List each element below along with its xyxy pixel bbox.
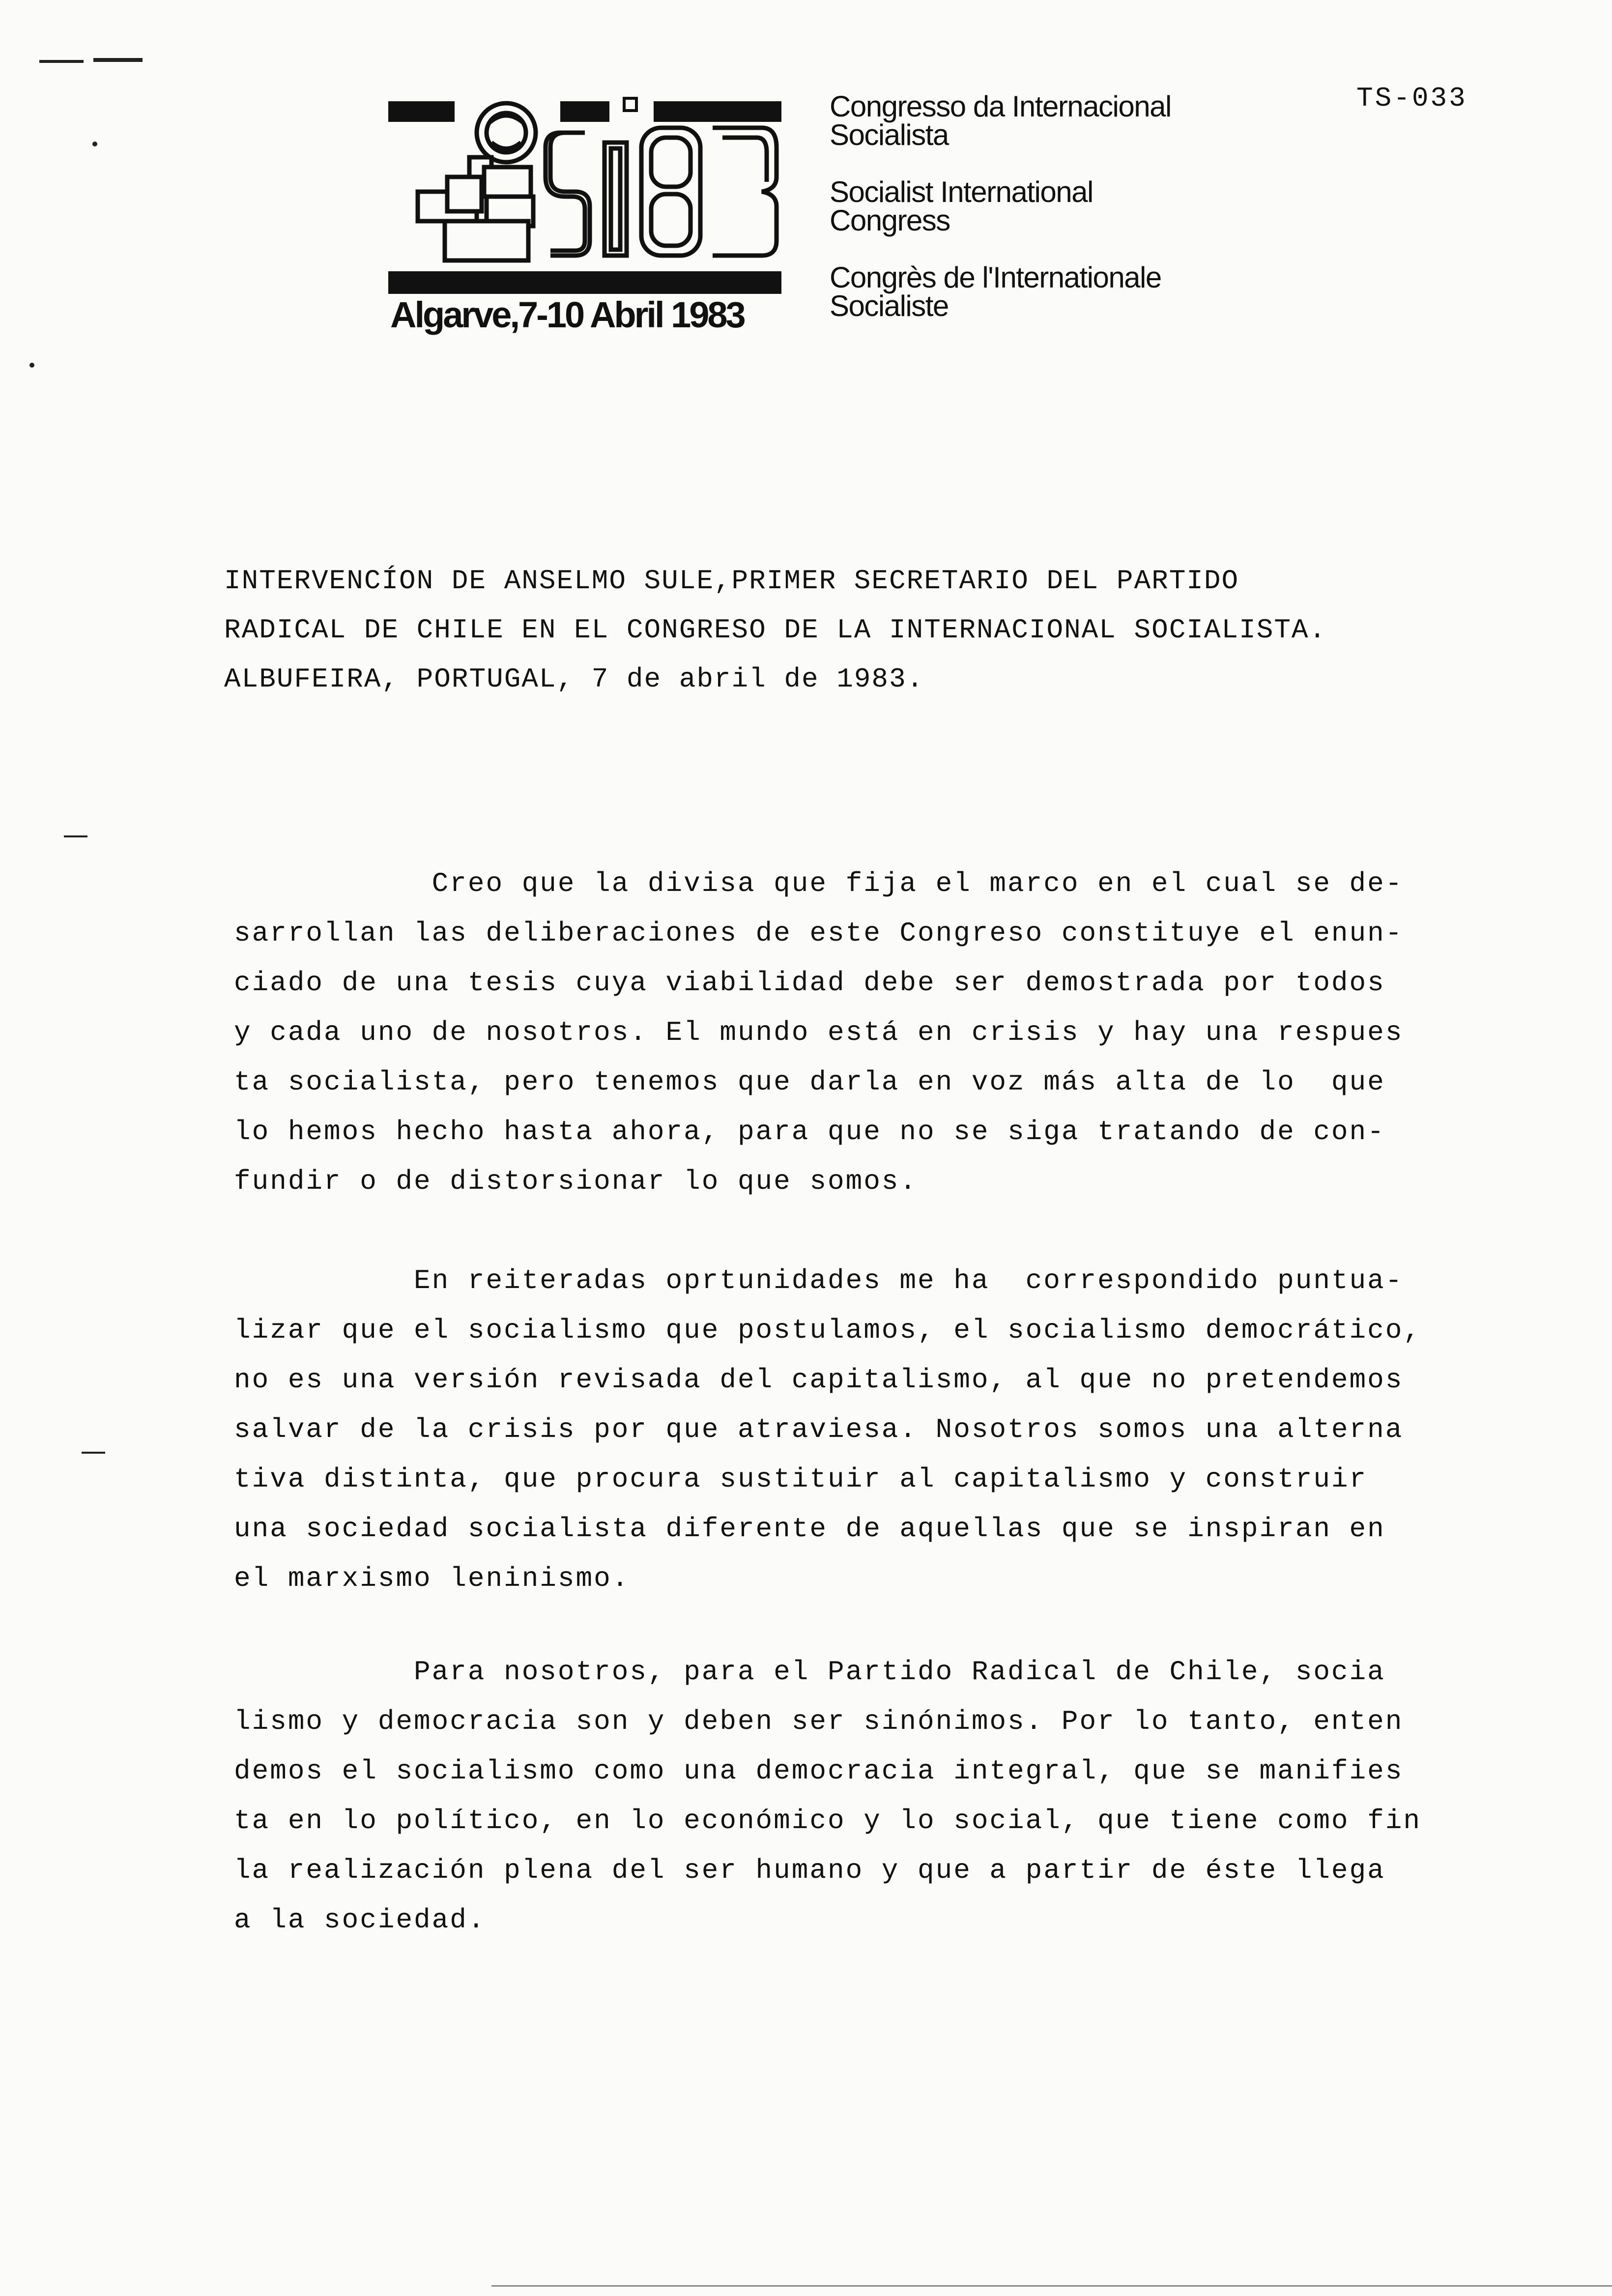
- text-line: lismo y democracia son y deben ser sinónimos. Por lo tanto, enten: [234, 1706, 1404, 1737]
- text-line: Creo que la divisa que fija el marco en el cual se de-: [234, 868, 1404, 899]
- text-line: salvar de la crisis por que atraviesa. Nosotros somos una alterna: [234, 1414, 1404, 1445]
- text-line: ciado de una tesis cuya viabilidad debe ser demostrada por todos: [234, 967, 1385, 999]
- text-line: tiva distinta, que procura sustituir al capitalismo y construir: [234, 1464, 1368, 1495]
- text-line: y cada uno de nosotros. El mundo está en crisis y hay una respues: [234, 1017, 1404, 1048]
- reference-code: TS-033: [1356, 83, 1468, 114]
- text-line: no es una versión revisada del capitalismo, al que no pretendemos: [234, 1364, 1404, 1396]
- text-line: ta en lo político, en lo económico y lo social, que tiene como fin: [234, 1805, 1421, 1837]
- text-line: demos el socialismo como una democracia integral, que se manifies: [234, 1755, 1404, 1787]
- title-portuguese: Congresso da Internacional Socialista: [830, 90, 1171, 151]
- text-line: el marxismo leninismo.: [234, 1563, 630, 1594]
- text-line: En reiteradas oprtunidades me ha correspondido puntua-: [234, 1265, 1404, 1296]
- congress-date: Algarve,7-10 Abril 1983: [390, 294, 744, 335]
- si83-logo-icon: [388, 93, 781, 295]
- congress-titles: [830, 92, 1272, 320]
- paragraph-2: [234, 1256, 1522, 1604]
- title-french: Congrès de l'Internationale Socialiste: [830, 261, 1161, 322]
- text-line: Para nosotros, para el Partido Radical de Chile, socia: [234, 1656, 1385, 1688]
- scan-dot: [92, 142, 97, 146]
- title-english: Socialist International Congress: [830, 175, 1093, 237]
- document-heading: [224, 556, 1502, 704]
- heading-line: INTERVENCÍON DE ANSELMO SULE,PRIMER SECRETARIO DEL PARTIDO: [224, 565, 1239, 597]
- paragraph-1: [234, 859, 1522, 1206]
- text-line: a la sociedad.: [234, 1904, 486, 1936]
- text-line: ta socialista, pero tenemos que darla en voz más alta de lo que: [234, 1066, 1385, 1098]
- congress-logo: [388, 93, 781, 349]
- text-line: lizar que el socialismo que postulamos, el socialismo democrático,: [234, 1315, 1421, 1346]
- text-line: una sociedad socialista diferente de aquellas que se inspiran en: [234, 1513, 1385, 1545]
- text-line: fundir o de distorsionar lo que somos.: [234, 1166, 918, 1197]
- scan-mark: [64, 835, 87, 837]
- scan-mark: [93, 58, 143, 62]
- paragraph-3: [234, 1647, 1522, 1945]
- heading-line: RADICAL DE CHILE EN EL CONGRESO DE LA INTERNACIONAL SOCIALISTA.: [224, 614, 1327, 646]
- heading-line: ALBUFEIRA, PORTUGAL, 7 de abril de 1983.: [224, 663, 924, 695]
- scan-mark: [39, 60, 84, 63]
- scan-dot: [29, 363, 34, 368]
- text-line: sarrollan las deliberaciones de este Congreso constituye el enun-: [234, 918, 1404, 949]
- scan-mark: [82, 1452, 105, 1454]
- text-line: la realización plena del ser humano y que a partir de éste llega: [234, 1855, 1385, 1886]
- scan-bottom-edge: [491, 2285, 1612, 2287]
- text-line: lo hemos hecho hasta ahora, para que no se siga tratando de con-: [234, 1116, 1385, 1148]
